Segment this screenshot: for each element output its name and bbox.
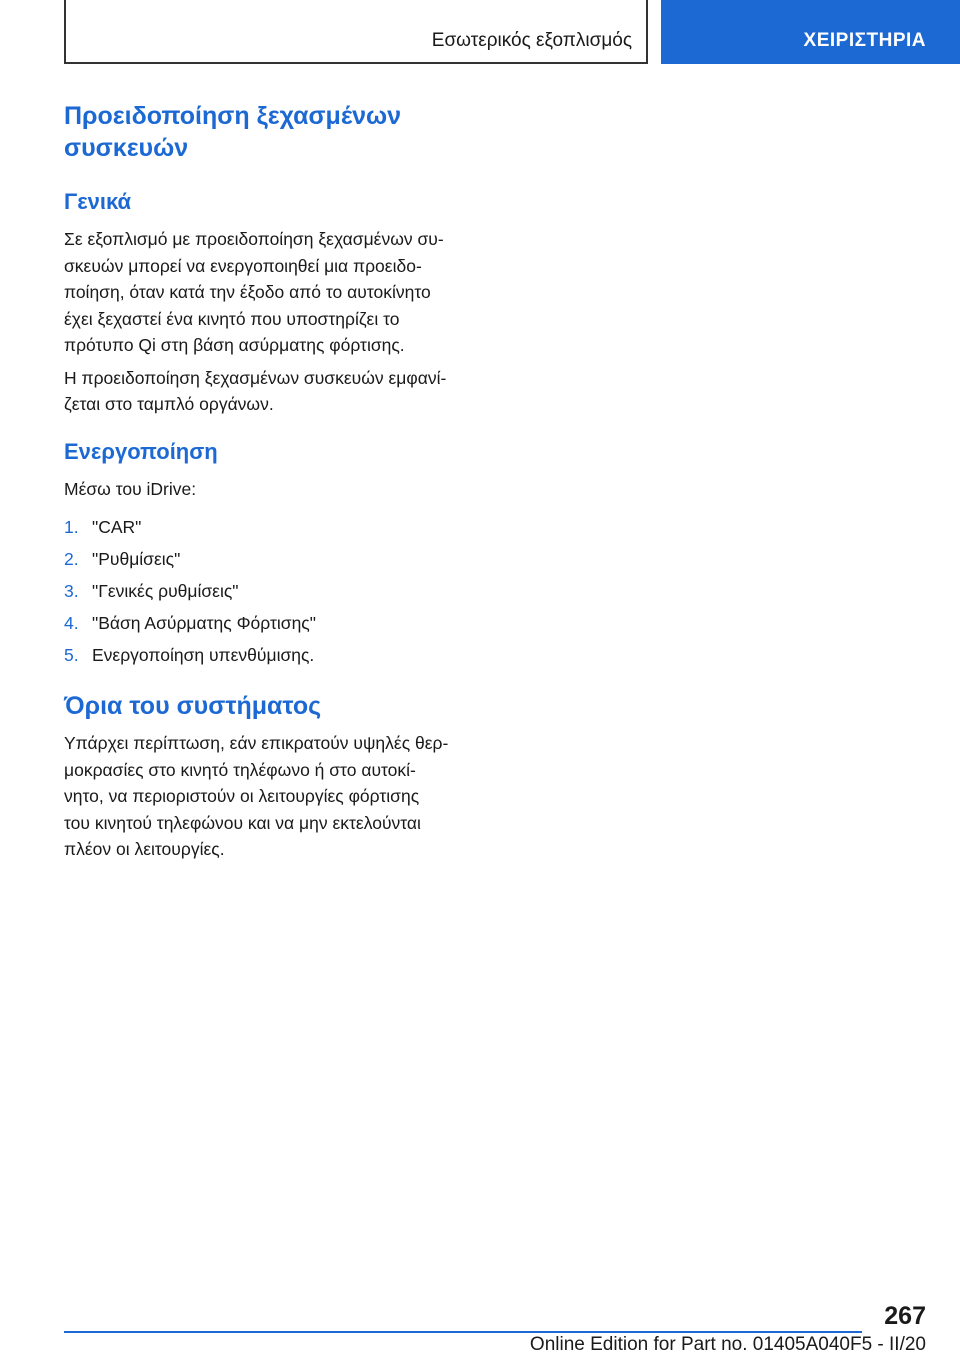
- step-number: 1.: [64, 517, 79, 537]
- limits-line-5: πλέον οι λειτουργίες.: [64, 839, 225, 859]
- step-text: "CAR": [92, 517, 142, 537]
- footer-edition: Online Edition for Part no. 01405A040F5 - II/20: [529, 1334, 926, 1355]
- limits-line-1: Υπάρχει περίπτωση, εάν επικρατούν υψηλές θερ-: [64, 733, 449, 753]
- header-section-box: [64, 0, 648, 64]
- general-p1-line-4: έχει ξεχαστεί ένα κινητό που υποστηρίζει το: [64, 308, 400, 329]
- header-manual-title: ΧΕΙΡΙΣΤΗΡΙΑ: [803, 30, 926, 51]
- limits-line-2: μοκρασίες στο κινητό τηλέφωνο ή στο αυτοκί-: [64, 759, 416, 780]
- general-p1-line-1: Σε εξοπλισμό με προειδοποίηση ξεχασμένων συ-: [64, 229, 444, 249]
- step-text: "Ρυθμίσεις": [92, 549, 181, 569]
- step-number: 5.: [64, 645, 79, 665]
- step-item: [64, 514, 484, 541]
- limits-paragraph: [64, 730, 484, 863]
- step-text: "Βάση Ασύρματης Φόρτισης": [92, 613, 316, 633]
- step-item: [64, 642, 484, 669]
- general-paragraph-2: [64, 365, 484, 418]
- step-number: 2.: [64, 549, 79, 569]
- general-p1-line-5: πρότυπο Qi στη βάση ασύρματης φόρτισης.: [64, 335, 405, 355]
- article-content: [64, 100, 484, 863]
- activation-heading: Ενεργοποίηση: [64, 438, 218, 464]
- article-title-line-2: συσκευών: [64, 134, 189, 162]
- general-paragraph-1: [64, 226, 484, 359]
- step-text: "Γενικές ρυθμίσεις": [92, 581, 239, 601]
- step-number: 3.: [64, 581, 79, 601]
- general-p1-line-2: σκευών μπορεί να ενεργοποιηθεί μια προειδο-: [64, 255, 422, 276]
- step-item: [64, 546, 484, 573]
- header-manual-tab: [661, 0, 960, 64]
- limits-line-3: νητο, να περιοριστούν οι λειτουργίες φόρτισης: [64, 786, 420, 806]
- article-title-line-1: Προειδοποίηση ξεχασμένων: [64, 102, 402, 130]
- step-number: 4.: [64, 613, 79, 633]
- step-item: [64, 610, 484, 637]
- activation-steps-list: [64, 514, 484, 669]
- step-item: [64, 578, 484, 605]
- general-p1-line-3: ποίηση, όταν κατά την έξοδο από το αυτοκίνητο: [64, 282, 431, 302]
- general-heading: Γενικά: [64, 189, 132, 214]
- general-p2-line-2: ζεται στο ταμπλό οργάνων.: [64, 394, 274, 414]
- page-number: 267: [884, 1302, 926, 1330]
- general-p2-line-1: Η προειδοποίηση ξεχασμένων συσκευών εμφανί-: [64, 367, 447, 388]
- limits-heading: Όρια του συστήματος: [64, 692, 322, 720]
- page-header: [0, 0, 960, 66]
- limits-line-4: του κινητού τηλεφώνου και να μην εκτελούνται: [64, 812, 421, 833]
- footer-divider: [64, 1331, 862, 1333]
- step-text: Ενεργοποίηση υπενθύμισης.: [92, 645, 315, 665]
- header-section-title: Εσωτερικός εξοπλισμός: [431, 30, 632, 51]
- activation-intro: Μέσω του iDrive:: [64, 478, 197, 499]
- article-title: [64, 100, 484, 164]
